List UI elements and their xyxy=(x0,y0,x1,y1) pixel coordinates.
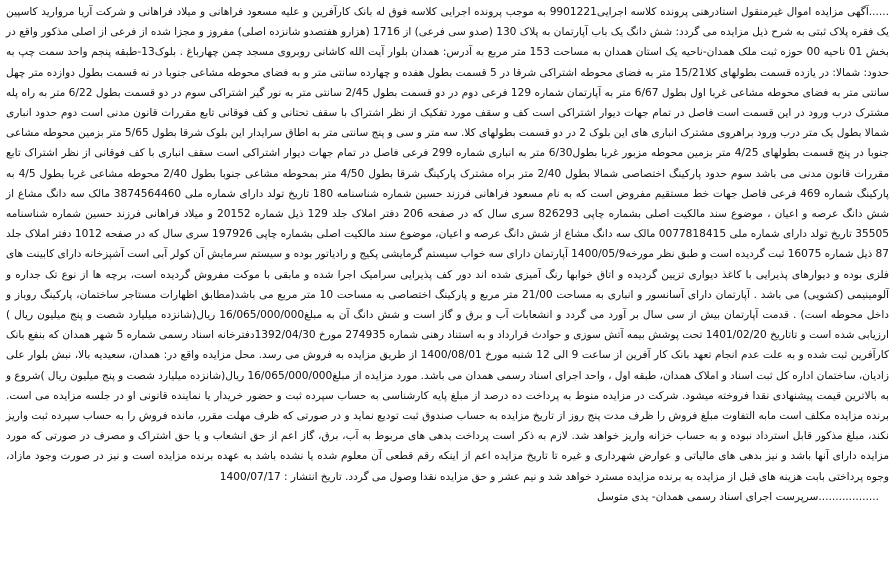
notice-signature: ..................سرپرست اجرای اسناد رسمی همدان- یدی متوسل xyxy=(597,490,879,503)
notice-body: ......آگهی مزایده اموال غیرمنقول استادرهنی پرونده کلاسه اجرایی9901221 به موجب پرونده اجرایی کلاسه فوق له بانک کارآفرین و علیه مسعود فراهانی و میلاد فراهانی و شرکت آریا مروارید کاسپین یک فقره پلاک ثبتی به شرح ذیل مزایده می گردد: شش دانگ یک باب آپارتمان به پلاک 130 (صدو سی فرعی) از 1716 (هزارو هفتصدو شانزده اصلی) مفروز و مجزا شده از فرعی از اصلی مذکور واقع در بخش 01 ناحیه 00 حوزه ثبت ملک همدان-ناحیه یک استان همدان به مساحت 153 متر مربع به آدرس: همدان بلوار آیت الله کاشانی روبروی مسجد چمن چهارباغ . بلوک13-طبقه پنجم واحد سمت چپ به حدود: شمالا: در یازده قسمت بطولهای کلا15/21 متر به فضای محوطه اشتراکی شرقا در 5 قسمت بطول هفده و چهارده سانتی متر و به فضای محوطه مشاعی جنوبا در نه قسمت بطول دوازده متر چهل سانتی متر به فضای محوطه مشاعی غربا اول بطول 6/67 متر به آپارتمان شماره 129 فرعی دوم در دو قسمت بطول 2/45 سانتی متر به نور گیر اشتراکی سوم در دو قسمت بطول 6/22 متر به راه پله مشترک درب ورود در این قسمت است فاصل در تمام جهات دیوار اشتراکی است کف و سقف مورد تفکیک از نظر اشتراک با سقف تحتانی و کف فوقانی تابع مقررات قانون مدنی است دوم حدود انباری شمالا بطول یک متر درب ورود براهروی مشترک انباری های این بلوک 2 در دو قسمت بطولهای کلا. سه متر و سی و پنج سانتی متر به اطاق سرایدار این بلوک شرقا بطول 5/65 متر بزمین محوطه مشاعی جنوبا در پنج قسمت بطولهای 4/25 متر بزمین محوطه مزبور غربا بطول6/30 متر به انباری شماره 299 فرعی فاصل در تمام جهات دیوار اشتراکی است سقف انباری با کف فوقانی از نظر اشتراک تابع مقررات قانون مدنی می باشد سوم حدود پارکینگ اختصاصی شمالا بطول 2/40 متر براه مشترک پارکینگ شرقا بطول 4/50 متر بمحوطه مشاعی جنوبا بطول 2/40 محوطه مشاعی غربا بطول 4/5 به پارکینگ شماره 469 فرعی فاصل جهات خط مستقیم مفروض است که به نام مسعود فراهانی فرزند حسین شماره شناسنامه 180 تاریخ تولد دارای شماره ملی 3874564460 مالک سه دانگ مشاع از شش دانگ عرصه و اعیان ، موضوع سند مالکیت اصلی بشماره چاپی 826293 سری سال که در صفحه 206 دفتر املاک جلد 129 ذیل شماره 20152 و میلاد فراهانی فرزند حسین شماره شناسنامه 35505 تاریخ تولد دارای شماره ملی 0077818415 مالک سه دانگ مشاع از شش دانگ عرصه و اعیان، موضوع سند مالکیت اصلی بشماره چاپی 197926 سری سال که در صفحه 1012 دفتر املاک جلد 87 ذیل شماره 16075 ثبت گردیده است و طبق نظر مورخه1400/05/9 آپارتمان دارای سه خواب سیستم گرمایشی پکیج و رادیاتور بوده و سیستم سرمایش آن کولر آبی است آشپزخانه دارای کابینت های فلزی بوده و دیوارهای پذیرایی با کاغذ دیواری تزیین گردیده و اتاق خوابها رنگ آمیزی شده اند دور کف پذیرایی سرامیک اجرا شده و مابقی با موکت مفروش گردیده است، برچه ها از نوع تک جداره و آلومینیمی (کشویی) می باشد . آپارتمان دارای آسانسور و انباری به مساحت 21/00 متر مربع و پارکینگ اختصاصی به مساحت 10 متر مربع می باشد(مطابق اظهارات مستاجر ساختمان، پارکینگ روباز و داخل محوطه است) . قدمت آپارتمان بیش از سی سال بر آورد می گردد و انشعابات آب و برق و گاز است و شش دانگ آن به مبلغ16/065/000/000 ریال(شانزده میلیارد شصت و پنج میلیون ریال ) ارزیابی شده است و تاتاریخ 1401/02/20 تحت پوشش بیمه آتش سوزی و حوادث قرارداد و به استناد رهنی شماره 274935 مورخ 1392/04/30دفترخانه اسناد رسمی شماره 5 شهر همدان که بنفع بانک کارآفرین ثبت شده و به علت عدم انجام تعهد بانک کار آفرین از ساعت 9 الی 12 شنبه مورخ 1400/08/01 از طریق مزایده به فروش می رسد. محل مزایده واقع در: همدان، سعیدیه بالا، نبش بلوار علی زادیان، ساختمان اداره کل ثبت اسناد و املاک همدان، طبقه اول ، واحد اجرای اسناد رسمی همدان می باشد. مورد مزایده از مبلغ16/065/000/000 ریال(شانزده میلیارد شصت و پنج میلیون ریال )شروع و به بالاترین قیمت پیشنهادی نقدا فروخته میشود. شرکت در مزایده منوط به پرداخت ده درصد از مبلغ پایه کارشناسی به حساب سپرده ثبت و حضور خریدار یا نماینده قانونی او در جلسه مزایده می است. برنده مزایده مکلف است مابه التفاوت مبلغ فروش را ظرف مدت پنج روز از تاریخ مزایده به حساب صندوق ثبت تودیع نماید و در صورتی که ظرف مهلت مقرر، مانده فروش را به حساب سپرده ثبت واریز نکند، مبلغ مذکور قابل استرداد نبوده و به حساب خزانه واریز خواهد شد. لازم به ذکر است پرداخت بدهی های مربوط به آب، برق، گاز اعم از حق انشعاب و یا حق اشتراک و مصرف در صورتی که مورد مزایده دارای آنها باشد و نیز بدهی های مالیاتی و عوارض شهرداری و غیره تا تاریخ مزایده اعم از اینکه رقم قطعی آن معلوم شده یا نشده باشد به عهده برنده مزایده است و نیز در صورت وجود مازاد، وجوه پرداختی بابت هزینه های قبل از مزایده به برنده مزایده مسترد خواهد شد و نیم عشر و حق مزایده نقدا وصول می گردد. تاریخ انتشار : 1400/07/17 xyxy=(6,6,890,483)
